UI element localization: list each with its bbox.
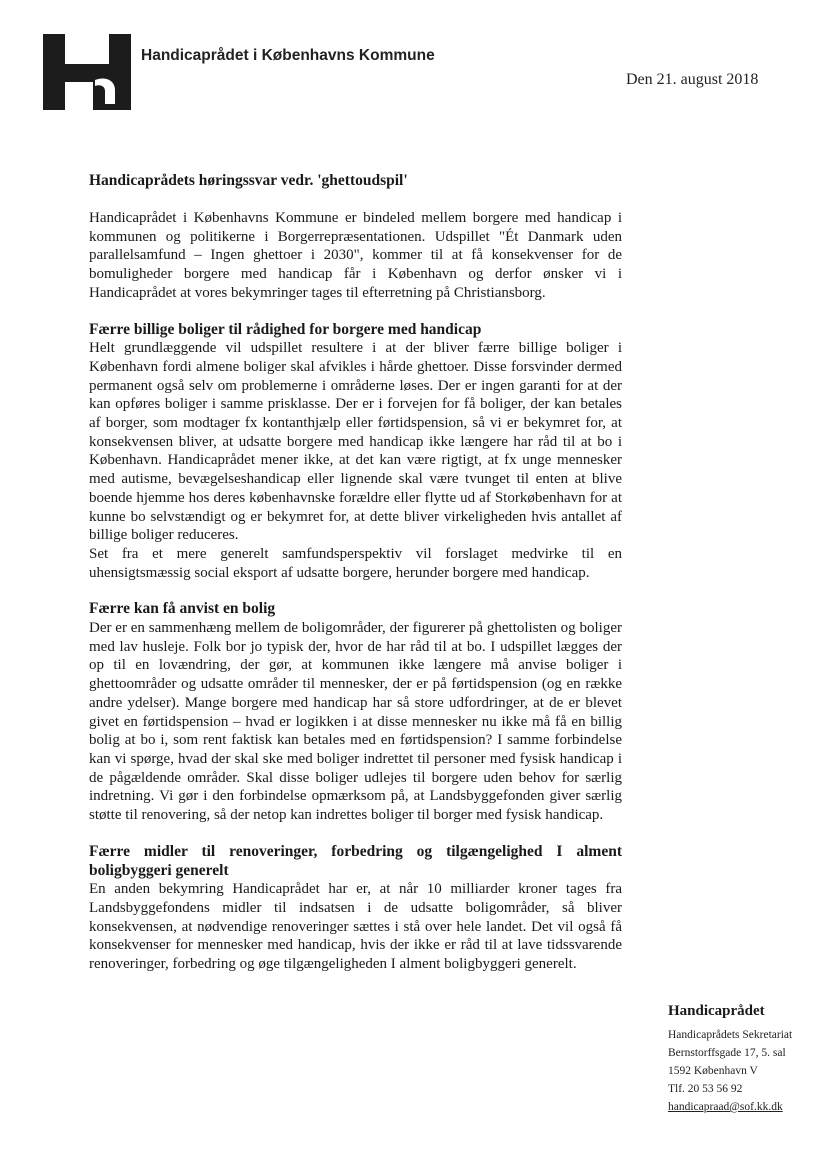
letter-date: Den 21. august 2018: [626, 71, 759, 88]
signature-name: Handicaprådet: [668, 1003, 765, 1019]
section-heading-2: Færre kan få anvist en bolig: [89, 600, 276, 618]
letter-body: [89, 172, 622, 974]
address-city: 1592 København V: [668, 1065, 758, 1077]
email-link[interactable]: handicapraad@sof.kk.dk: [668, 1101, 783, 1113]
section-3-paragraph-1: En anden bekymring Handicaprådet har er, at når 10 milliarder kroner tages fra Landsbyggefondens midler til indsatsen i de udsatte boligområder, så bliver konsekvensen, at nødvendige renoveringer sættes i stå over hele landet. Det vil også få konsekvenser for mennesker med handicap, hvis der ikke er råd til at lave tidssvarende renoveringer, forbedring og øge tilgængeligheden I alment boligbyggeri generelt.: [89, 881, 622, 973]
secretariat-line: Handicaprådets Sekretariat: [668, 1029, 793, 1041]
intro-paragraph: Handicaprådet i Københavns Kommune er bindeled mellem borgere med handicap i kommunen og politikerne i Borgerrepræsentationen. Udspillet "Ét Danmark uden parallelsamfund – Ingen ghettoer i 2030", kommer til at få konsekvenser for de bomuligheder borgere med handicap får i København og derfor ønsker vi i Handicaprådet at vores bekymringer tages til efterretning på Christiansborg.: [89, 210, 622, 301]
section-1-paragraph-2: Set fra et mere generelt samfundsperspektiv vil forslaget medvirke til en uhensigtsmæssig social eksport af udsatte borgere, herunder borgere med handicap.: [89, 545, 622, 581]
handicapraadet-logo: [43, 34, 131, 110]
organization-name: Handicaprådet i Københavns Kommune: [141, 47, 435, 64]
signature-block: [668, 1003, 792, 1116]
section-heading-1: Færre billige boliger til rådighed for borgere med handicap: [89, 320, 482, 338]
section-1-paragraph-1: Helt grundlæggende vil udspillet resultere i at der bliver færre billige boliger i København fordi almene boliger skal afvikles i hårde ghettoer. Disse forsvinder dermed permanent også selv om problemerne i områderne løses. Der er ingen garanti for at der kan opføres boliger i samme prisklasse. Der er i forvejen for få boliger, der kan betales af borger, som modtager fx kontanthjælp eller førtidspension, så vi er bekymret for, at konsekvensen bliver, at udsatte borgere med handicap ikke længere har råd til at bo i København. Handicaprådet mener ikke, at det kan være rigtigt, at fx unge mennesker med autisme, bevægelseshandicap eller lignende skal være tvunget til enten at blive boende hjemme hos deres københavnske forældre eller flytte ud af Storkøbenhavn for at kunne bo selvstændigt og er bekymret for, at dette bliver virkeligheden hvis antallet af billige boliger reduceres.: [89, 340, 622, 544]
section-2-paragraph-1: Der er en sammenhæng mellem de boligområder, der figurerer på ghettolisten og boliger med lav husleje. Folk bor jo typisk der, hvor de har råd til at bo. I udspillet lægges der op til en lovændring, der gør, at kommunen ikke længere må anvise boliger i ghettoområder og udsatte områder til mennesker, der er på førtidspension (og en række andre ydelser). Mange borgere med handicap har så store udfordringer, at de er blevet givet en førtidspension – hvad er logikken i at disse mennesker nu ikke må få en billig bolig at bo i, som rent faktisk kan betales med en førtidspension? I samme forbindelse kan vi spørge, hvad der skal ske med boliger indrettet til personer med fysisk handicap i de pågældende områder. Skal disse boliger udlejes til borgere uden behov for særlig indretning. Vi gør i den forbindelse opmærksom på, at Landsbyggefonden giver særlig støtte til renovering, så der netop kan indrettes boliger til borger med fysisk handicap.: [89, 620, 622, 824]
address-street: Bernstorffsgade 17, 5. sal: [668, 1047, 786, 1059]
phone-number: Tlf. 20 53 56 92: [668, 1083, 743, 1095]
document-title: Handicaprådets høringssvar vedr. 'ghettoudspil': [89, 172, 408, 189]
section-heading-3: Færre midler til renoveringer, forbedring og tilgængelighed I alment boligbyggeri generelt: [89, 842, 622, 879]
